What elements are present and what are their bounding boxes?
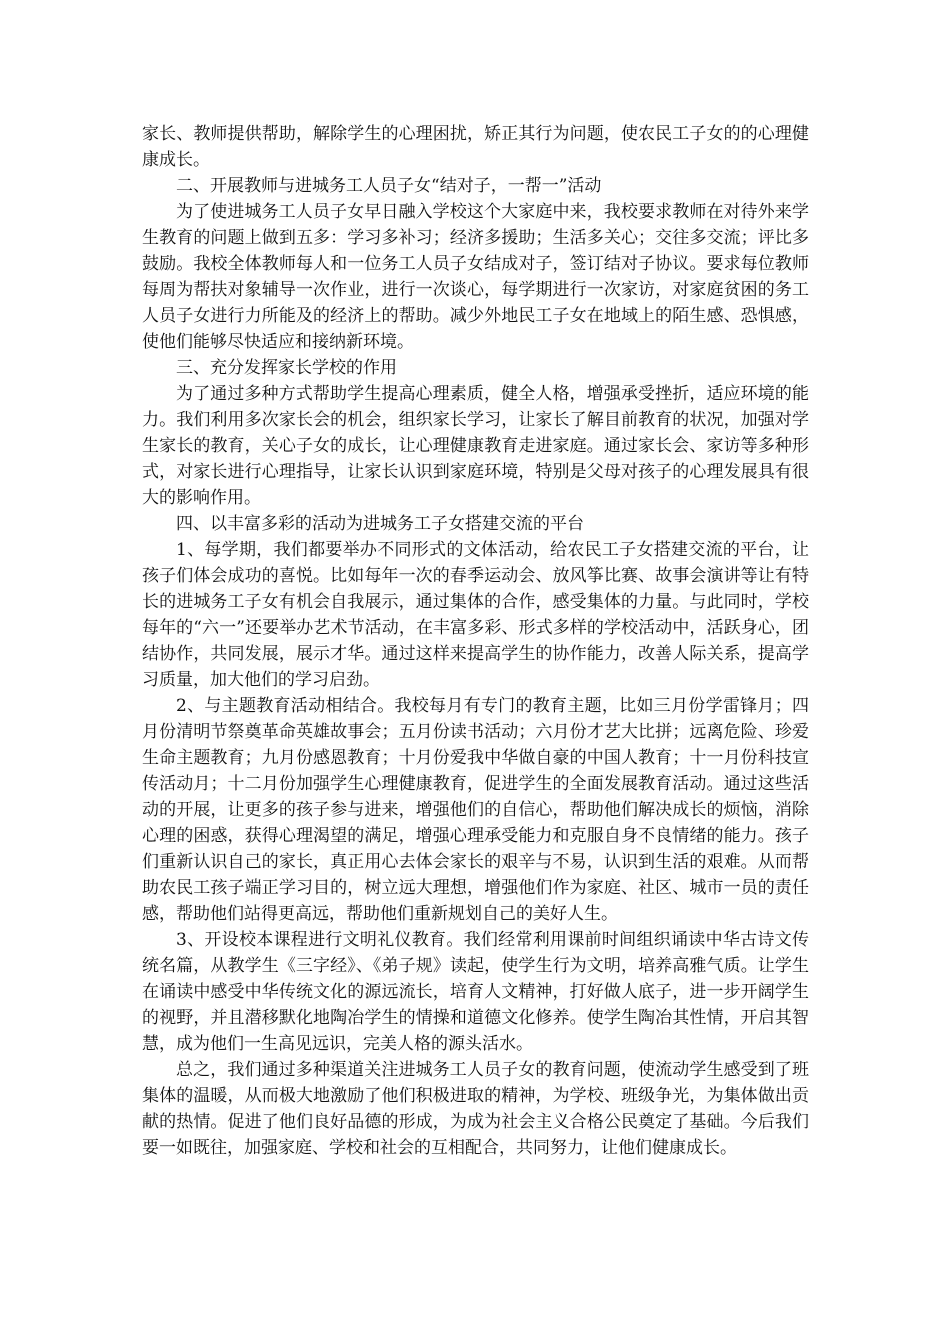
paragraph-item-1: 1、每学期，我们都要举办不同形式的文体活动，给农民工子女搭建交流的平台，让孩子们体会成功的喜悦。比如每年一次的春季运动会、放风筝比赛、故事会演讲等让有特长的进城务工子女有机会自我展示，通过集体的合作，感受集体的力量。与此同时，学校每年的“六一”还要举办艺术节活动，在丰富多彩、形式多样的学校活动中，活跃身心，团结协作，共同发展，展示才华。通过这样来提高学生的协作能力，改善人际关系，提高学习质量，加大他们的学习启劲。: [142, 540, 809, 690]
document-page: [142, 121, 809, 1161]
section-heading-2: 二、开展教师与进城务工人员子女“结对子，一帮一”活动: [176, 176, 602, 196]
paragraph-continuation: 家长、教师提供帮助，解除学生的心理困扰，矫正其行为问题，使农民工子女的的心理健康成长。: [142, 124, 809, 170]
paragraph-conclusion: 总之，我们通过多种渠道关注进城务工人员子女的教育问题，使流动学生感受到了班集体的温暖，从而极大地激励了他们积极进取的精神，为学校、班级争光，为集体做出贡献的热情。促进了他们良好品德的形成，为成为社会主义合格公民奠定了基础。今后我们要一如既往，加强家庭、学校和社会的互相配合，共同努力，让他们健康成长。: [142, 1060, 809, 1158]
paragraph-pairing-activity: 为了使进城务工人员子女早日融入学校这个大家庭中来，我校要求教师在对待外来学生教育的问题上做到五多：学习多补习；经济多援助；生活多关心；交往多交流；评比多鼓励。我校全体教师每人和一位务工人员子女结成对子，签订结对子协议。要求每位教师每周为帮扶对象辅导一次作业，进行一次谈心，每学期进行一次家访，对家庭贫困的务工人员子女进行力所能及的经济上的帮助。减少外地民工子女在地域上的陌生感、恐惧感，使他们能够尽快适应和接纳新环境。: [142, 202, 809, 352]
section-heading-3: 三、充分发挥家长学校的作用: [176, 358, 397, 378]
paragraph-item-3: 3、开设校本课程进行文明礼仪教育。我们经常利用课前时间组织诵读中华古诗文传统名篇，从教学生《三字经》、《弟子规》读起，使学生行为文明，培养高雅气质。让学生在诵读中感受中华传统文化的源远流长，培育人文精神，打好做人底子，进一步开阔学生的视野，并且潜移默化地陶冶学生的情操和道德文化修养。使学生陶冶其性情，开启其智慧，成为他们一生高见远识，完美人格的源头活水。: [142, 930, 809, 1054]
paragraph-item-2: 2、与主题教育活动相结合。我校每月有专门的教育主题，比如三月份学雷锋月；四月份清明节祭奠革命英雄故事会；五月份读书活动；六月份才艺大比拼；远离危险、珍爱生命主题教育；九月份感恩教育；十月份爱我中华做自豪的中国人教育；十一月份科技宣传活动月；十二月份加强学生心理健康教育，促进学生的全面发展教育活动。通过这些活动的开展，让更多的孩子参与进来，增强他们的自信心，帮助他们解决成长的烦恼，消除心理的困惑，获得心理渴望的满足，增强心理承受能力和克服自身不良情绪的能力。孩子们重新认识自己的家长，真正用心去体会家长的艰辛与不易，认识到生活的艰难。从而帮助农民工孩子端正学习目的，树立远大理想，增强他们作为家庭、社区、城市一员的责任感，帮助他们站得更高远，帮助他们重新规划自己的美好人生。: [142, 696, 809, 924]
paragraph-parent-school: 为了通过多种方式帮助学生提高心理素质，健全人格，增强承受挫折，适应环境的能力。我们利用多次家长会的机会，组织家长学习，让家长了解目前教育的状况，加强对学生家长的教育，关心子女的成长，让心理健康教育走进家庭。通过家长会、家访等多种形式，对家长进行心理指导，让家长认识到家庭环境，特别是父母对孩子的心理发展具有很大的影响作用。: [142, 384, 809, 508]
section-heading-4: 四、以丰富多彩的活动为进城务工子女搭建交流的平台: [176, 514, 584, 534]
